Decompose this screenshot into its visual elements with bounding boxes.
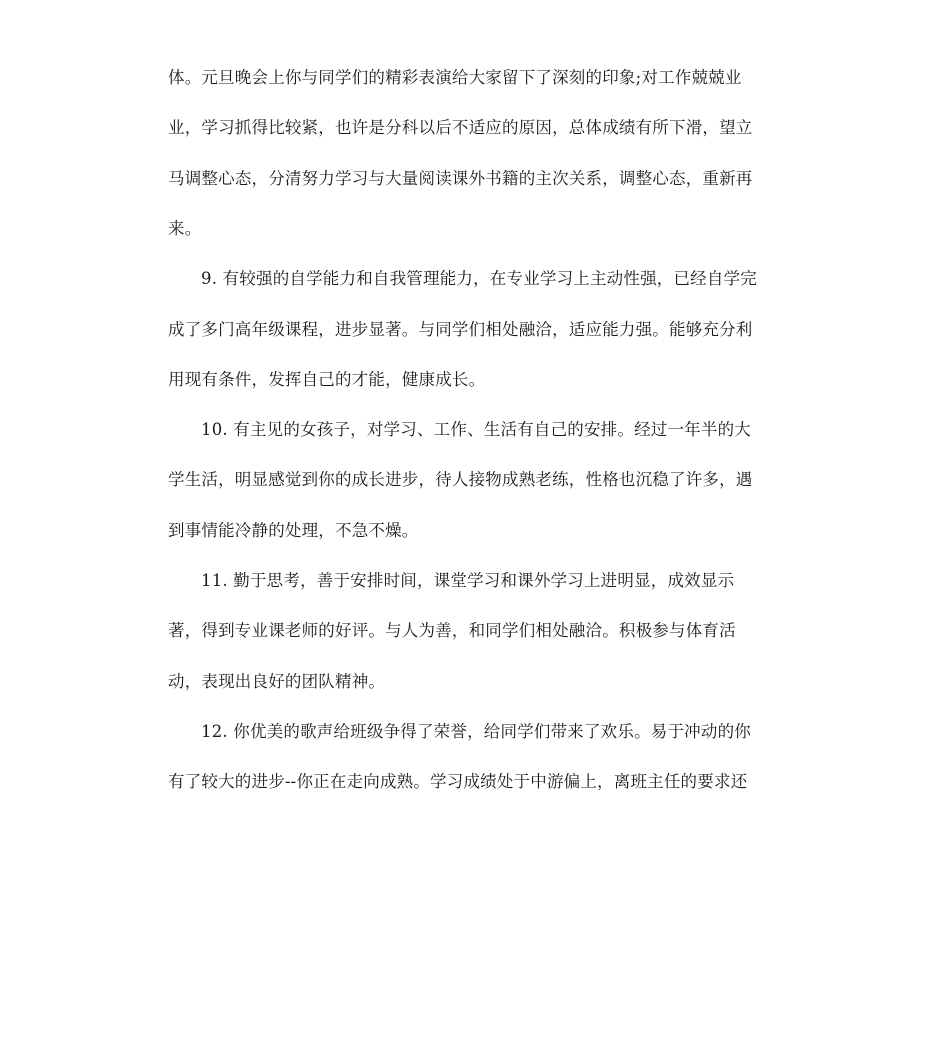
text-line: 学生活，明显感觉到你的成长进步，待人接物成熟老练，性格也沉稳了许多，遇 <box>168 470 753 489</box>
text-line: 用现有条件，发挥自己的才能，健康成长。 <box>168 370 486 389</box>
text-line: 马调整心态，分清努力学习与大量阅读课外书籍的主次关系，调整心态，重新再 <box>168 169 753 188</box>
paragraph-10-start: 10. 有主见的女孩子，对学习、工作、生活有自己的安排。经过一年半的大 <box>201 420 751 439</box>
text-line: 动，表现出良好的团队精神。 <box>168 672 386 691</box>
paragraph-11-start: 11. 勤于思考，善于安排时间，课堂学习和课外学习上进明显，成效显示 <box>201 571 735 590</box>
paragraph-12-start: 12. 你优美的歌声给班级争得了荣誉，给同学们带来了欢乐。易于冲动的你 <box>201 722 751 741</box>
text-line: 成了多门高年级课程，进步显著。与同学们相处融洽，适应能力强。能够充分利 <box>168 320 753 339</box>
text-line: 来。 <box>168 219 202 238</box>
text-line: 业，学习抓得比较紧，也许是分科以后不适应的原因，总体成绩有所下滑，望立 <box>168 118 753 137</box>
text-line: 体。元旦晚会上你与同学们的精彩表演给大家留下了深刻的印象;对工作兢兢业 <box>168 68 742 87</box>
text-line: 到事情能冷静的处理，不急不燥。 <box>168 521 419 540</box>
paragraph-9-start: 9. 有较强的自学能力和自我管理能力，在专业学习上主动性强，已经自学完 <box>201 269 757 288</box>
text-line: 有了较大的进步--你正在走向成熟。学习成绩处于中游偏上，离班主任的要求还 <box>168 772 748 791</box>
text-line: 著，得到专业课老师的好评。与人为善，和同学们相处融洽。积极参与体育活 <box>168 621 736 640</box>
